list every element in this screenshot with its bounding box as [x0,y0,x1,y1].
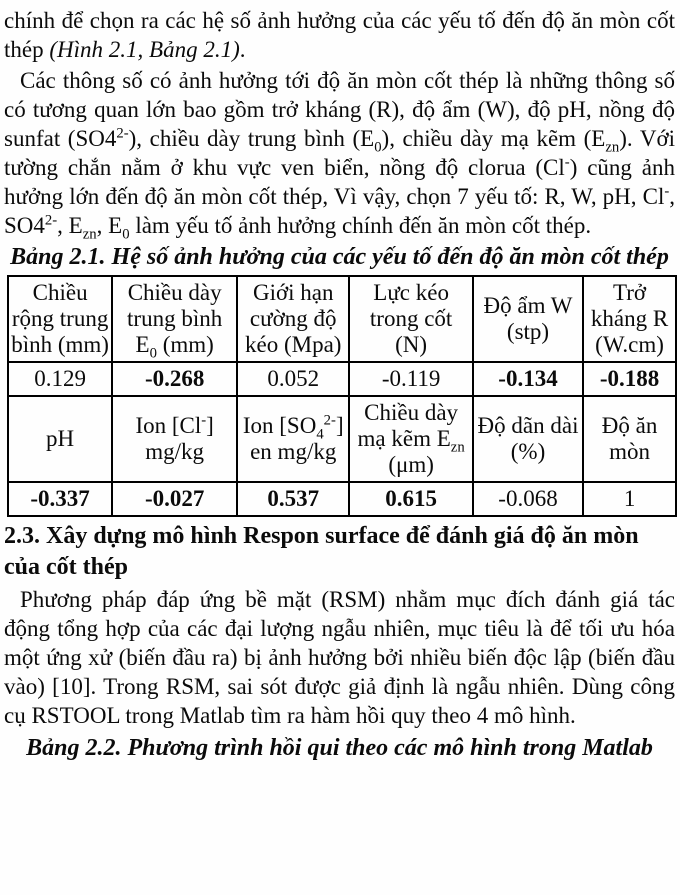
value-cell: -0.068 [473,482,583,516]
paragraph-rsm: Phương pháp đáp ứng bề mặt (RSM) nhằm mục đích đánh giá tác động tổng hợp của các đại lượng ngẫu nhiên, mục tiêu là để tối ưu hóa một ứng xử (biến đầu ra) bị ảnh hưởng bởi nhiều biến độc lập (biến đầu vào) [10]. Trong RSM, sai sót được giả định là ngẫu nhiên. Dùng công cụ RSTOOL trong Matlab tìm ra hàm hồi quy theo 4 mô hình. [4,587,675,728]
paragraph-intro: chính để chọn ra các hệ số ảnh hưởng của các yếu tố đến độ ăn mòn cốt thép (Hình 2.1, Bảng 2.1). [4,8,675,62]
value-cell: -0.119 [349,362,473,396]
coefficient-table [7,275,677,517]
header-cell: Độ dãn dài (%) [473,396,583,482]
header-cell: pH [8,396,112,482]
value-cell: -0.188 [583,362,676,396]
value-cell: -0.268 [112,362,237,396]
value-cell: -0.134 [473,362,583,396]
header-cell: Ion $[SO_4^{2-}]$ en mg/kg [237,396,349,482]
value-cell: -0.027 [112,482,237,516]
table-header-row [8,396,676,482]
header-cell: Độ ẩm W (stp) [473,276,583,362]
header-cell: Ion [Cl-] mg/kg [112,396,237,482]
value-cell: 0.615 [349,482,473,516]
value-cell: 1 [583,482,676,516]
value-cell: 0.052 [237,362,349,396]
table-data-row [8,482,676,516]
table-2-1-caption: Bảng 2.1. Hệ số ảnh hưởng của các yếu tố đến độ ăn mòn cốt thép [10,244,669,270]
value-cell: 0.129 [8,362,112,396]
header-cell: Chiều dày trung bình $E_0$ (mm) [112,276,237,362]
header-cell: Giới hạn cường độ kéo (Mpa) [237,276,349,362]
section-heading-2-3: 2.3. Xây dựng mô hình Respon surface để đánh giá độ ăn mòn của cốt thép [4,523,639,580]
value-cell: -0.337 [8,482,112,516]
header-cell: Chiều rộng trung bình (mm) [8,276,112,362]
table-header-row [8,276,676,362]
table-data-row [8,362,676,396]
header-cell: Trở kháng R (W.cm) [583,276,676,362]
header-cell: Chiều dày mạ kẽm $E_{zn}$ (μm) [349,396,473,482]
header-cell: Độ ăn mòn [583,396,676,482]
paragraph-parameters: Các thông số có ảnh hưởng tới độ ăn mòn cốt thép là những thông số có tương quan lớn bao gồm trở kháng (R), độ ẩm (W), độ pH, nồng độ sunfat $(SO4^{2-})$, chiều dày trung bình $(E_0)$, chiều dày mạ kẽm $(E_{zn})$. Với tường chắn nằm ở khu vực ven biển, nồng độ clorua (Cl-) cũng ảnh hưởng lớn đến độ ăn mòn cốt thép, Vì vậy, chọn 7 yếu tố: R, W, pH, Cl-, $SO4^{2-}$, $E_{zn}$, $E_0$ làm yếu tố ảnh hưởng chính đến ăn mòn cốt thép. [4,68,675,243]
coefficient-table-body [8,276,676,516]
table-2-2-caption: Bảng 2.2. Phương trình hồi qui theo các mô hình trong Matlab [26,735,653,761]
header-cell: Lực kéo trong cốt (N) [349,276,473,362]
value-cell: 0.537 [237,482,349,516]
